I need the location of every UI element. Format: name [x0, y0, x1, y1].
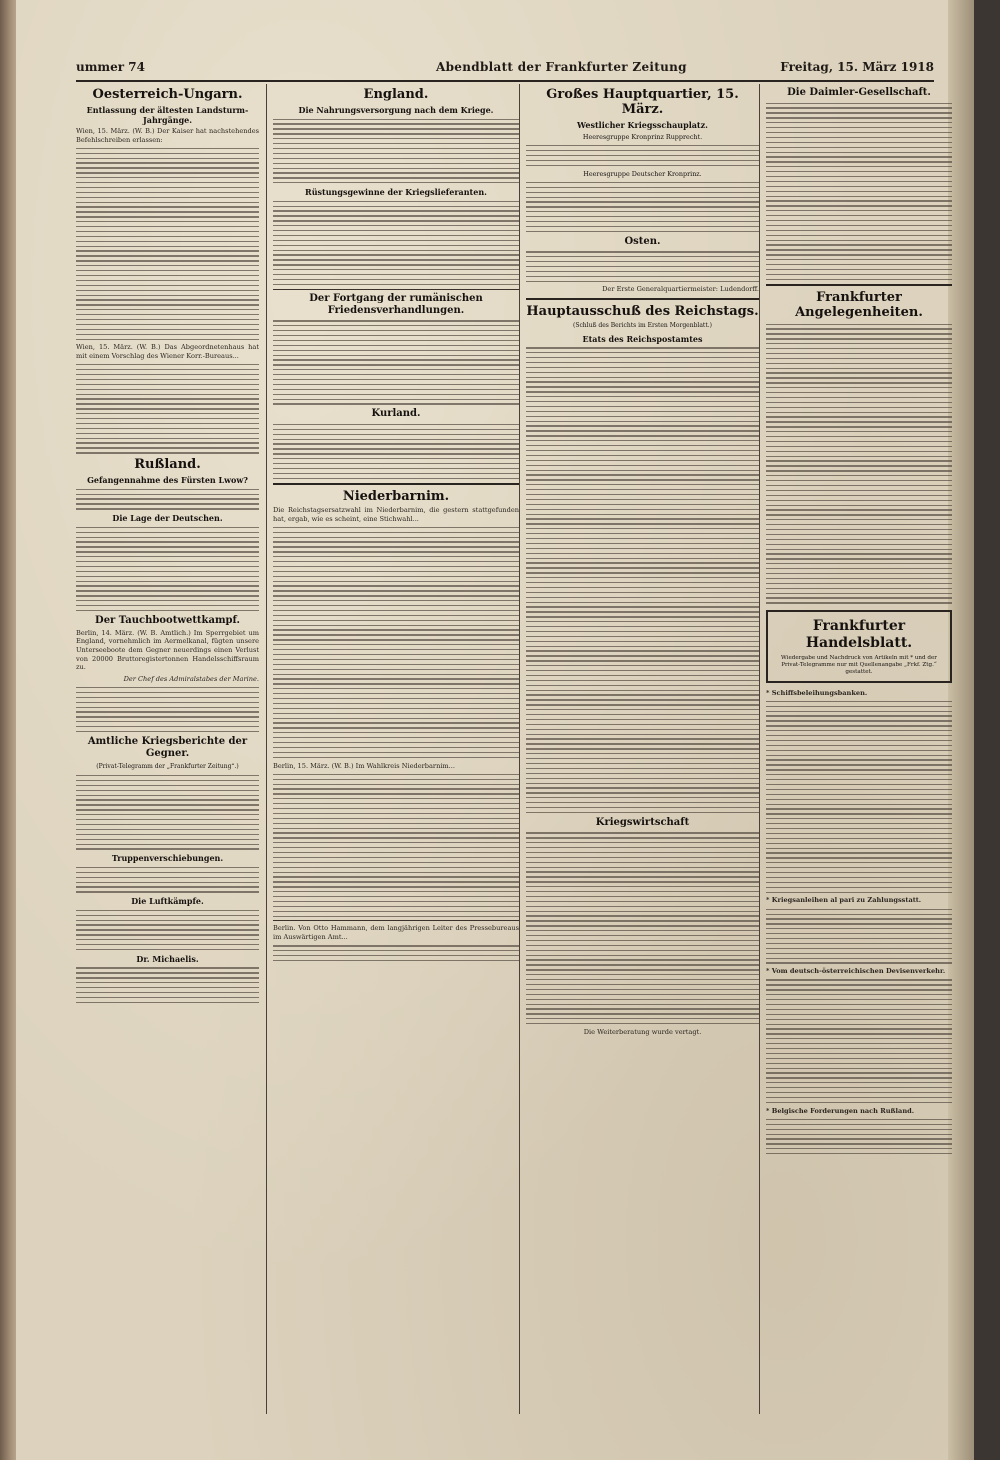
- article-text: Berlin, 15. März. (W. B.) Im Wahlkreis Niederbarnim...: [273, 761, 455, 770]
- heading-kriegsberichte: Amtliche Kriegsberichte der Gegner.: [87, 735, 248, 759]
- subheading-landsturm: Entlassung der ältesten Landsturm-Jahrgänge.: [86, 105, 249, 125]
- text-block: [273, 119, 519, 184]
- text-block: [76, 775, 259, 850]
- heading-frankfurter-angelegenheiten: Frankfurter Angelegenheiten.: [795, 289, 923, 320]
- newspaper-title: Abendblatt der Frankfurter Zeitung: [436, 60, 687, 74]
- heading-kurland: Kurland.: [371, 408, 421, 420]
- text-block: [76, 148, 259, 340]
- divider: [766, 284, 952, 286]
- heading-niederbarnim: Niederbarnim.: [342, 489, 450, 504]
- heading-hauptquartier: Großes Hauptquartier, 15. März.: [546, 87, 739, 117]
- article-text: Wien, 15. März. (W. B.) Das Abgeordnetenhaus hat mit einem Vorschlag des Wiener Korr.-Bureaus...: [76, 343, 259, 360]
- text-block: [766, 909, 952, 964]
- text-block: [766, 1119, 952, 1155]
- subheading-privat: (Privat-Telegramm der „Frankfurter Zeitung“.): [96, 762, 239, 770]
- text-block: [76, 489, 259, 510]
- divider: [273, 483, 519, 485]
- heading-russland: Rußland.: [134, 457, 201, 473]
- text-block: [273, 945, 519, 961]
- article-title: * Kriegsanleihen al pari zu Zahlungsstatt.: [766, 896, 922, 905]
- text-block: [76, 364, 259, 453]
- text-block: [273, 320, 519, 404]
- handelsblatt-notice: Wiedergabe und Nachdruck von Artikeln mit * und der Privat-Telegramme nur mit Quellenangabe „Frkf. Ztg.“ gestattet.: [781, 654, 937, 675]
- subheading-kronprinz: Heeresgruppe Deutscher Kronprinz.: [583, 169, 702, 178]
- divider: [273, 920, 519, 921]
- subheading-nahrung: Die Nahrungsversorgung nach dem Kriege.: [298, 105, 494, 115]
- text-block: [76, 910, 259, 950]
- issue-number: ummer 74: [76, 60, 145, 74]
- closing-line: Die Weiterberatung wurde vertagt.: [583, 1027, 702, 1036]
- subheading-westlich: Westlicher Kriegsschauplatz.: [577, 120, 708, 130]
- text-block: [76, 867, 259, 893]
- masthead: [76, 58, 934, 82]
- subheading-osten: Osten.: [624, 235, 661, 247]
- handelsblatt-box: [766, 610, 952, 683]
- heading-daimler: Die Daimler-Gesellschaft.: [787, 87, 931, 98]
- subheading-reichspost: Etats des Reichspostamtes: [582, 333, 703, 344]
- article-text: Berlin, 14. März. (W. B. Amtlich.) Im Sperrgebiet um England, vornehmlich im Aermelkanal, fügten unsere Unterseeboote dem Gegner neuerdings einen Verlust von 20000 Bruttoregistertonnen Handelsschiffsraum zu.: [76, 628, 259, 672]
- text-block: [76, 687, 259, 732]
- text-block: [766, 979, 952, 1103]
- issue-date: Freitag, 15. März 1918: [780, 60, 934, 74]
- text-block: [526, 145, 759, 166]
- subheading-deutsche-lage: Die Lage der Deutschen.: [112, 513, 223, 524]
- newspaper-page: [16, 0, 974, 1460]
- book-binding: [0, 0, 16, 1460]
- subheading-luftkaempfe: Die Luftkämpfe.: [131, 896, 204, 907]
- subheading-ruestung: Rüstungsgewinne der Kriegslieferanten.: [305, 187, 487, 198]
- text-block: [273, 774, 519, 917]
- signature-line: Der Chef des Admiralstabes der Marine.: [123, 674, 259, 683]
- text-block: [76, 527, 259, 611]
- article-text: Die Reichstagsersatzwahl im Niederbarnim, die gestern stattgefunden hat, ergab, wie es scheint, eine Stichwahl...: [273, 506, 519, 523]
- article-text: Berlin. Von Otto Hammann, dem langjährigen Leiter des Pressebureaus im Auswärtigen Amt...: [273, 924, 519, 942]
- heading-rumaenien: Der Fortgang der rumänischen Friedensverhandlungen.: [309, 292, 483, 316]
- text-block: [273, 424, 519, 479]
- text-block: [526, 832, 759, 1024]
- subheading-kriegswirtschaft: Kriegswirtschaft: [595, 816, 690, 828]
- article-title: * Belgische Forderungen nach Rußland.: [766, 1106, 915, 1115]
- text-block: [526, 251, 759, 282]
- divider: [526, 298, 759, 300]
- signature-line: Der Erste Generalquartiermeister: Ludendorff.: [602, 285, 759, 294]
- divider: [273, 289, 519, 290]
- subheading-rupprecht: Heeresgruppe Kronprinz Rupprecht.: [582, 133, 703, 141]
- text-block: [273, 201, 519, 285]
- subheading-schluss: (Schluß des Berichts im Ersten Morgenblatt.): [573, 322, 712, 330]
- text-block: [766, 324, 952, 604]
- heading-hauptausschuss: Hauptausschuß des Reichstags.: [526, 304, 759, 320]
- text-block: [766, 103, 952, 280]
- heading-handelsblatt: Frankfurter Handelsblatt.: [805, 617, 913, 651]
- column-3: [519, 84, 765, 1414]
- column-4: [759, 84, 952, 1414]
- article-text: Wien, 15. März. (W. B.) Der Kaiser hat nachstehendes Befehlschreiben erlassen:: [76, 127, 259, 144]
- text-block: [766, 701, 952, 893]
- article-title: * Vom deutsch-österreichischen Devisenverkehr.: [766, 967, 946, 976]
- heading-oesterreich: Oesterreich-Ungarn.: [92, 87, 243, 102]
- subheading-tauchboot: Der Tauchbootwettkampf.: [95, 614, 240, 626]
- text-block: [526, 182, 759, 232]
- text-block: [526, 347, 759, 813]
- article-title: * Schiffsbeleihungsbanken.: [766, 688, 868, 697]
- subheading-truppen: Truppenverschiebungen.: [111, 853, 224, 864]
- column-2: [266, 84, 525, 1414]
- column-1: [76, 84, 265, 1414]
- subheading-lwow: Gefangennahme des Fürsten Lwow?: [87, 475, 248, 486]
- text-block: [76, 967, 259, 1003]
- text-block: [273, 527, 519, 758]
- heading-england: England.: [363, 87, 429, 102]
- subheading-michaelis: Dr. Michaelis.: [136, 953, 199, 964]
